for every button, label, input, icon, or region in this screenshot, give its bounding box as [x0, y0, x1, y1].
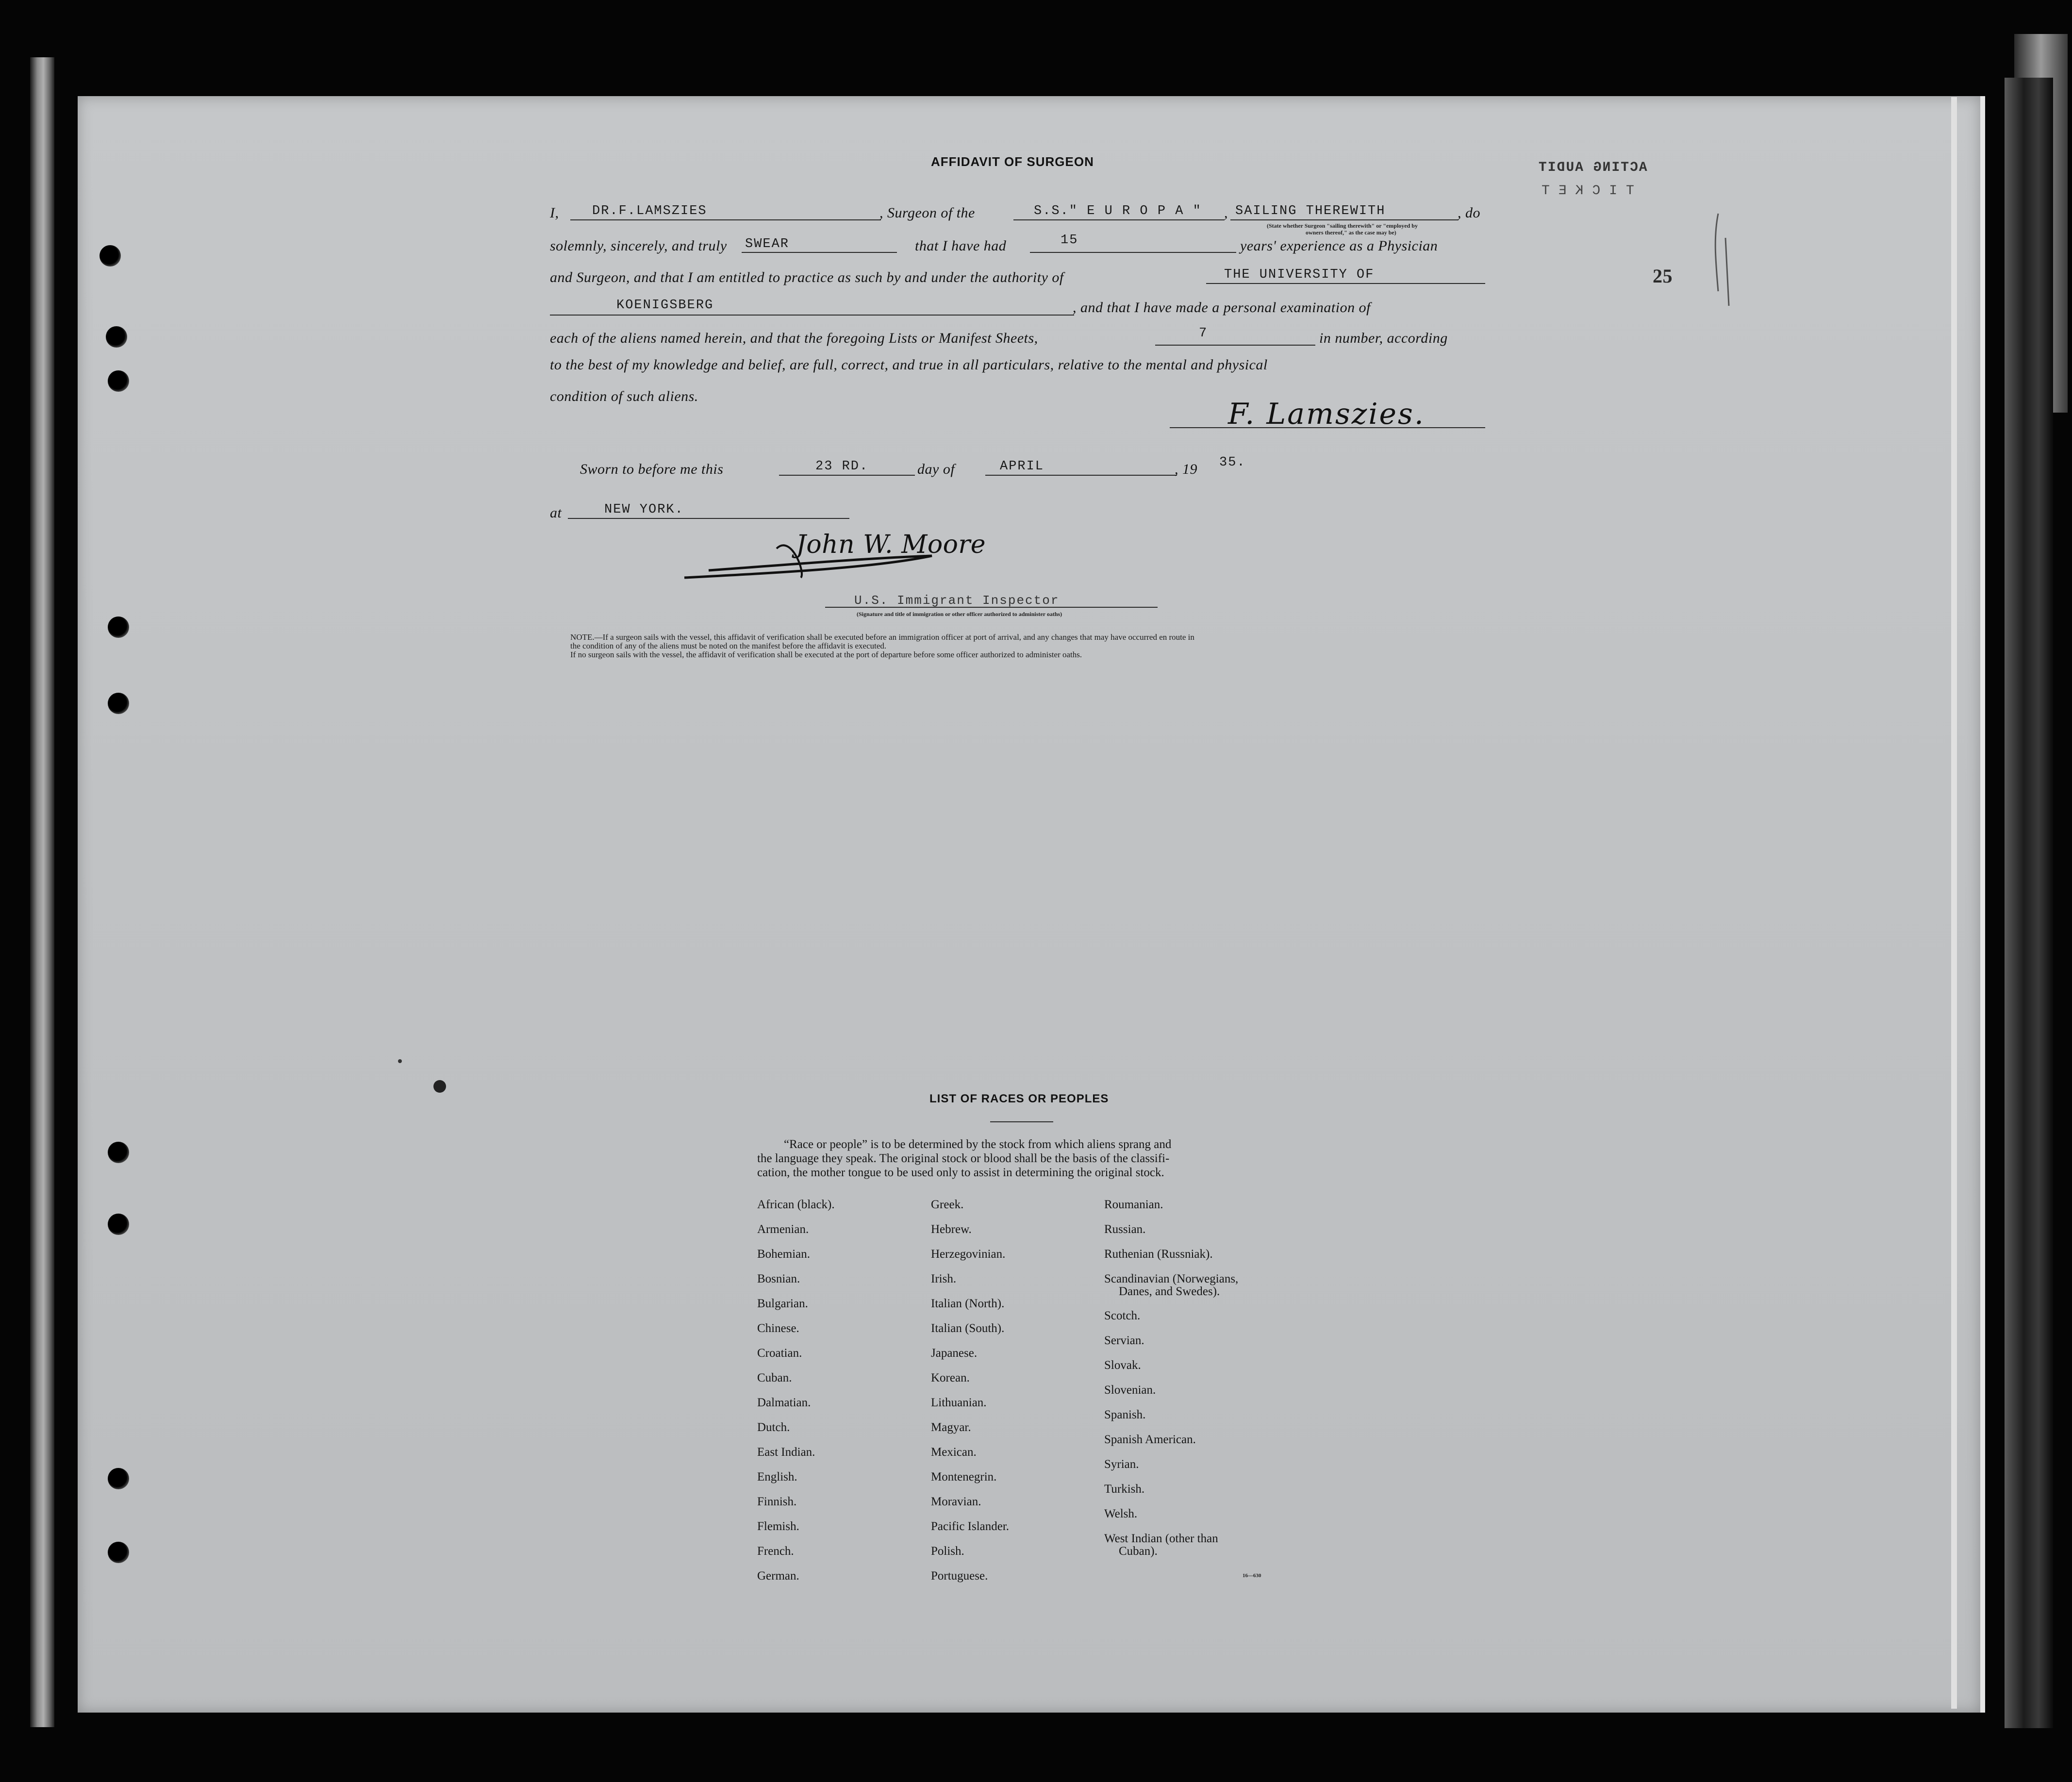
race-item: French.: [757, 1545, 794, 1558]
page-edge: [1951, 97, 1957, 1709]
race-item: Korean.: [931, 1371, 970, 1384]
sworn-year: 35.: [1219, 455, 1246, 470]
sailing-status-line: [1230, 219, 1459, 220]
sworn-month: APRIL: [1000, 459, 1044, 474]
ink-spot: [433, 1080, 446, 1093]
race-item: Ruthenian (Russniak).: [1104, 1248, 1213, 1261]
ink-spot: [398, 1059, 402, 1063]
binder-hole: [108, 1214, 129, 1235]
years-value: 15: [1061, 233, 1078, 248]
inspector-caption: (Signature and title of immigration or other officer authorized to administer oaths): [857, 611, 1062, 617]
binder-hole: [108, 693, 129, 714]
race-item: Cuban).: [1119, 1545, 1158, 1558]
binder-hole: [108, 370, 129, 392]
note-line: If no surgeon sails with the vessel, the affidavit of verification shall be executed at the port of departure before some officer authorized to administer oaths.: [570, 650, 1082, 659]
race-item: Bohemian.: [757, 1248, 811, 1261]
race-item: Dalmatian.: [757, 1396, 811, 1409]
races-intro: “Race or people” is to be determined by the stock from which aliens sprang and: [784, 1138, 1172, 1151]
note-line: the condition of any of the aliens must be noted on the manifest before the affidavit is executed.: [570, 641, 887, 650]
race-item: German.: [757, 1569, 799, 1582]
race-item: Spanish American.: [1104, 1433, 1196, 1446]
affidavit-text: and Surgeon, and that I am entitled to practice as such by and under the authority of: [550, 269, 1064, 285]
race-item: Servian.: [1104, 1334, 1144, 1347]
race-item: Lithuanian.: [931, 1396, 987, 1409]
race-item: Bulgarian.: [757, 1297, 808, 1310]
authority-line: [1206, 283, 1485, 284]
affidavit-text: solemnly, sincerely, and truly: [550, 238, 727, 254]
race-item: Welsh.: [1104, 1507, 1138, 1520]
vessel-name: S.S." E U R O P A ": [1034, 204, 1202, 218]
affidavit-text: , Surgeon of the: [879, 205, 975, 221]
affidavit-heading: AFFIDAVIT OF SURGEON: [931, 154, 1094, 169]
binder-strip: [30, 57, 54, 1727]
oath-type: SWEAR: [745, 237, 790, 251]
note-line: NOTE.—If a surgeon sails with the vessel, this affidavit of verification shall be executed before an immigration officer at port of arrival, and any changes that may have occurred en route in: [570, 633, 1194, 642]
race-item: Finnish.: [757, 1495, 797, 1508]
race-item: Bosnian.: [757, 1272, 800, 1285]
surgeon-signature: F. Lamszies.: [1228, 397, 1425, 431]
binder-hole: [108, 1468, 129, 1489]
affidavit-text: years' experience as a Physician: [1240, 238, 1438, 254]
vessel-line: [1013, 219, 1225, 220]
form-number: 16—630: [1243, 1573, 1261, 1579]
binder-hole: [108, 1542, 129, 1563]
binder-hole: [106, 326, 127, 348]
race-item: Syrian.: [1104, 1458, 1139, 1471]
race-item: Japanese.: [931, 1347, 978, 1360]
race-item: Greek.: [931, 1198, 964, 1211]
race-item: English.: [757, 1470, 797, 1483]
race-item: Cuban.: [757, 1371, 792, 1384]
surgeon-name-line: [570, 219, 881, 220]
sailing-status: SAILING THEREWITH: [1235, 204, 1386, 218]
stamp-line-1: ACTING AUDIT: [1538, 160, 1647, 175]
race-item: Chinese.: [757, 1322, 799, 1335]
place-line: [568, 518, 849, 519]
races-intro: the language they speak. The original stock or blood shall be the basis of the classifi-: [757, 1152, 1170, 1165]
race-item: Croatian.: [757, 1347, 802, 1360]
affidavit-text: condition of such aliens.: [550, 388, 698, 404]
pencil-mark: [1699, 209, 1738, 311]
affidavit-text: each of the aliens named herein, and that the foregoing Lists or Manifest Sheets,: [550, 330, 1038, 346]
race-item: Dutch.: [757, 1421, 790, 1434]
page-edge-shadow: [2005, 78, 2053, 1728]
oath-line: [742, 252, 897, 253]
race-item: Slovak.: [1104, 1359, 1141, 1372]
race-item: Turkish.: [1104, 1482, 1145, 1496]
race-item: African (black).: [757, 1198, 835, 1211]
race-item: Italian (North).: [931, 1297, 1005, 1310]
years-line: [1030, 252, 1236, 253]
races-heading: LIST OF RACES OR PEOPLES: [929, 1092, 1109, 1105]
affidavit-text: , do: [1458, 205, 1480, 221]
race-item: Scandinavian (Norwegians,: [1104, 1272, 1239, 1285]
stamp-line-2: TICKET: [1533, 183, 1634, 199]
race-item: Slovenian.: [1104, 1383, 1156, 1397]
race-item: Hebrew.: [931, 1223, 972, 1236]
race-item: West Indian (other than: [1104, 1532, 1218, 1545]
authority-1: THE UNIVERSITY OF: [1224, 267, 1375, 282]
race-item: Russian.: [1104, 1223, 1146, 1236]
sailing-note: owners thereof," as the case may be): [1306, 229, 1396, 236]
race-item: Spanish.: [1104, 1408, 1146, 1421]
sheets-line: [1155, 345, 1315, 346]
binder-hole: [99, 245, 121, 266]
race-item: Herzegovinian.: [931, 1248, 1006, 1261]
affidavit-text: to the best of my knowledge and belief, are full, correct, and true in all particulars, relative to the mental and physical: [550, 357, 1268, 373]
sworn-day-line: [779, 475, 915, 476]
place: NEW YORK.: [604, 502, 684, 517]
affidavit-text: I,: [550, 205, 559, 221]
affidavit-text: , and that I have made a personal examination of: [1073, 300, 1371, 316]
affidavit-text: ,: [1224, 205, 1228, 221]
affidavit-text: at: [550, 505, 562, 521]
race-item: Irish.: [931, 1272, 957, 1285]
race-item: Flemish.: [757, 1520, 799, 1533]
race-item: Armenian.: [757, 1223, 809, 1236]
affidavit-text: Sworn to before me this: [580, 461, 724, 477]
authority-line-2: [550, 315, 1074, 316]
surgeon-name: DR.F.LAMSZIES: [592, 204, 707, 218]
binder-hole: [108, 1142, 129, 1163]
races-heading-rule: [990, 1121, 1053, 1122]
race-item: Moravian.: [931, 1495, 981, 1508]
races-intro: cation, the mother tongue to be used only to assist in determining the original stock.: [757, 1166, 1164, 1179]
race-item: Scotch.: [1104, 1309, 1141, 1322]
affidavit-text: , 19: [1175, 461, 1197, 477]
sailing-note: (State whether Surgeon "sailing therewith" or "employed by: [1267, 222, 1418, 229]
race-item: Portuguese.: [931, 1569, 988, 1582]
race-item: Pacific Islander.: [931, 1520, 1010, 1533]
sworn-day: 23 RD.: [815, 459, 869, 474]
affidavit-text: in number, according: [1319, 330, 1448, 346]
race-item: Montenegrin.: [931, 1470, 997, 1483]
affidavit-text: that I have had: [915, 238, 1007, 254]
inspector-title: U.S. Immigrant Inspector: [854, 593, 1060, 608]
authority-2: KOENIGSBERG: [616, 298, 714, 313]
race-item: Italian (South).: [931, 1322, 1005, 1335]
race-item: Roumanian.: [1104, 1198, 1163, 1211]
race-item: Magyar.: [931, 1421, 971, 1434]
sheets-count: 7: [1199, 326, 1208, 341]
race-item: Danes, and Swedes).: [1119, 1285, 1220, 1298]
binder-hole: [108, 616, 129, 638]
race-item: Polish.: [931, 1545, 964, 1558]
sworn-month-line: [985, 475, 1177, 476]
race-item: Mexican.: [931, 1446, 977, 1459]
page-number: 25: [1653, 265, 1673, 287]
inspector-signature: John W. Moore: [796, 530, 986, 559]
race-item: East Indian.: [757, 1446, 815, 1459]
affidavit-text: day of: [917, 461, 955, 477]
